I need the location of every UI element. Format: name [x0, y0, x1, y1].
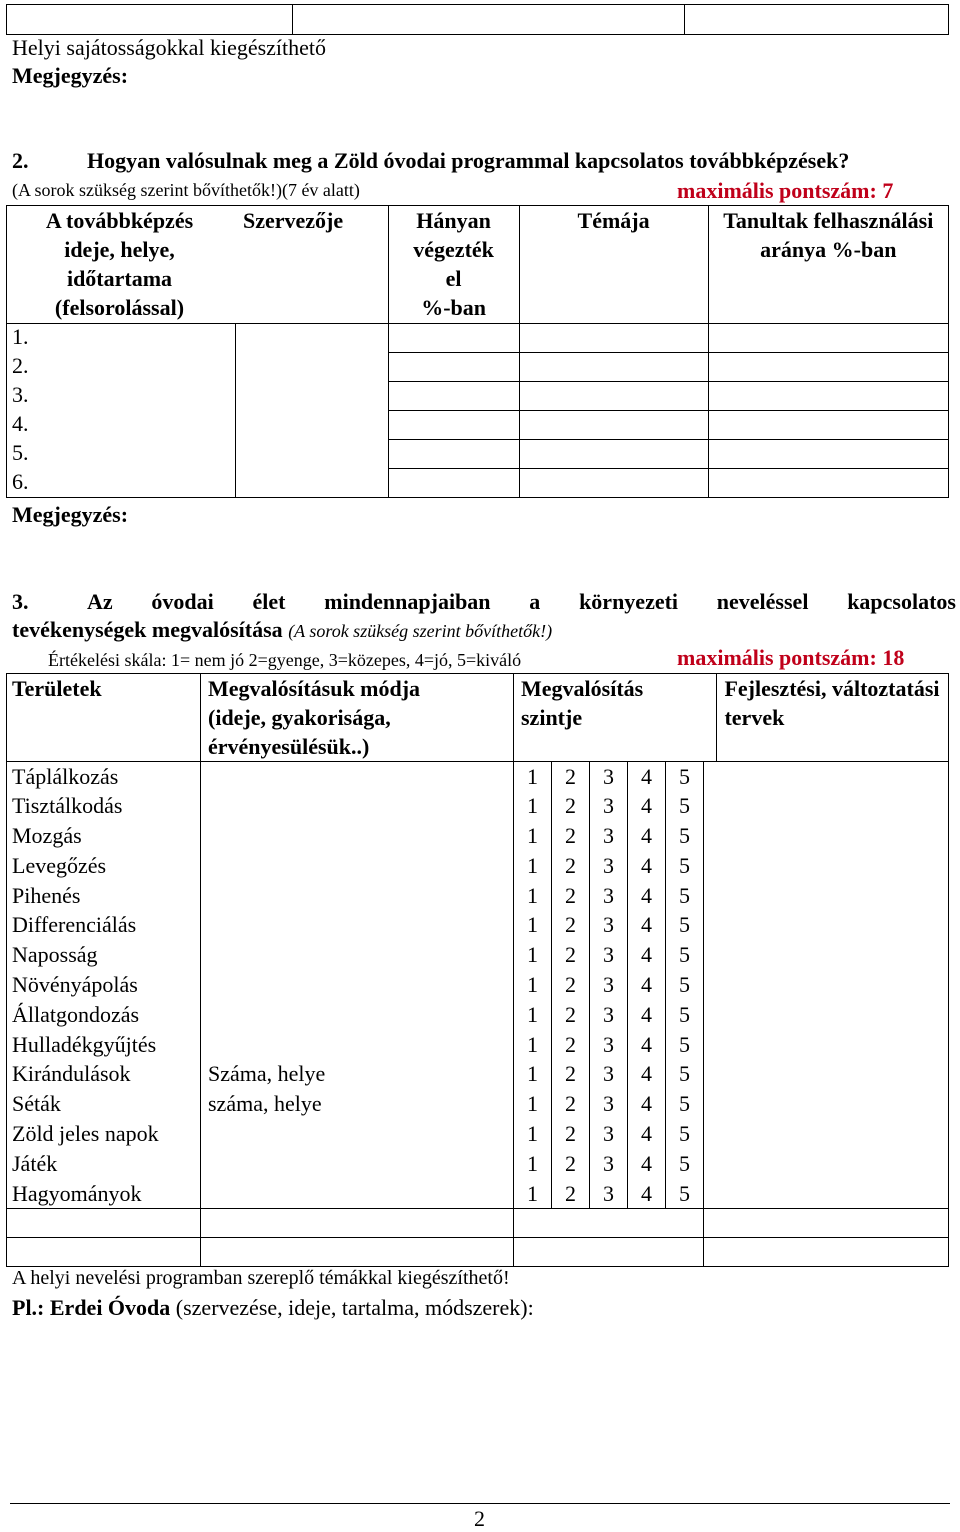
plans-cell [704, 970, 949, 1000]
method-cell [201, 940, 514, 970]
header-line: időtartama [66, 266, 173, 291]
scale-cell[interactable]: 4 [628, 881, 666, 911]
plans-cell [704, 1149, 949, 1179]
header-line: aránya %-ban [760, 237, 897, 262]
area-cell: Táplálkozás [7, 762, 201, 792]
scale-cell[interactable]: 4 [628, 791, 666, 821]
scale-cell[interactable]: 3 [590, 851, 628, 881]
section-3-scale: Értékelési skála: 1= nem jó 2=gyenge, 3=közepes, 4=jó, 5=kiváló [48, 650, 522, 670]
method-cell [201, 881, 514, 911]
area-cell: Növényápolás [7, 970, 201, 1000]
table-row [7, 851, 949, 881]
scale-cell[interactable]: 2 [552, 1000, 590, 1030]
area-cell: Játék [7, 1149, 201, 1179]
scale-cell[interactable]: 1 [514, 1179, 552, 1209]
scale-cell[interactable]: 4 [628, 1000, 666, 1030]
method-cell [201, 851, 514, 881]
scale-cell[interactable]: 3 [590, 970, 628, 1000]
table-row [7, 1089, 949, 1119]
scale-cell[interactable]: 1 [514, 1119, 552, 1149]
header-cell-topic [519, 206, 708, 324]
scale-cell[interactable]: 2 [552, 1179, 590, 1209]
table-row [7, 821, 949, 851]
header-cell-completion [388, 206, 519, 324]
header-line: Témája [577, 208, 650, 233]
row-number: 3. [7, 382, 236, 411]
method-cell [201, 1030, 514, 1060]
scale-cell[interactable]: 5 [666, 881, 704, 911]
scale-cell[interactable]: 1 [514, 1000, 552, 1030]
scale-cell[interactable]: 1 [514, 1089, 552, 1119]
scale-cell[interactable]: 2 [552, 1059, 590, 1089]
scale-cell[interactable]: 1 [514, 791, 552, 821]
plans-cell [704, 881, 949, 911]
header-line: (felsorolással) [54, 295, 185, 320]
plans-cell [704, 762, 949, 792]
header-line: ideje, helye, [64, 237, 175, 262]
area-cell: Pihenés [7, 881, 201, 911]
table-row [7, 1179, 949, 1209]
scale-cell[interactable]: 4 [628, 762, 666, 792]
scale-cell[interactable]: 2 [552, 1149, 590, 1179]
method-cell: Száma, helye [201, 1059, 514, 1089]
row-number: 6. [7, 469, 236, 498]
scale-cell[interactable]: 2 [552, 1030, 590, 1060]
plans-cell [704, 1000, 949, 1030]
table-row [7, 940, 949, 970]
table-row [7, 1000, 949, 1030]
scale-cell[interactable]: 2 [552, 910, 590, 940]
scale-cell[interactable]: 4 [628, 1179, 666, 1209]
header-line: Megvalósítás [521, 676, 644, 701]
table-row [7, 353, 949, 382]
area-cell: Állatgondozás [7, 1000, 201, 1030]
scale-cell[interactable]: 2 [552, 1089, 590, 1119]
header-organizer: Szervezője [243, 208, 344, 233]
scale-cell[interactable]: 3 [590, 1000, 628, 1030]
row-number: 4. [7, 411, 236, 440]
scale-cell[interactable]: 1 [514, 970, 552, 1000]
scale-cell[interactable]: 5 [666, 970, 704, 1000]
section-3-title-line1: Az óvodai élet mindennapjaiban a környezeti neveléssel kapcsolatos [87, 589, 956, 614]
scale-cell[interactable]: 4 [628, 851, 666, 881]
method-cell [201, 970, 514, 1000]
scale-cell[interactable]: 3 [590, 1119, 628, 1149]
example-rest: (szervezése, ideje, tartalma, módszerek): [170, 1295, 534, 1320]
method-cell [201, 1000, 514, 1030]
scale-cell[interactable]: 5 [666, 1119, 704, 1149]
table-row [7, 1119, 949, 1149]
table-row [7, 411, 949, 440]
footer-divider [10, 1503, 950, 1504]
method-cell [201, 910, 514, 940]
scale-cell[interactable]: 5 [666, 1089, 704, 1119]
row-number: 2. [7, 353, 236, 382]
scale-cell[interactable]: 2 [552, 881, 590, 911]
scale-cell[interactable]: 5 [666, 1000, 704, 1030]
table-row [7, 1059, 949, 1089]
scale-cell[interactable]: 3 [590, 1179, 628, 1209]
scale-cell[interactable]: 5 [666, 791, 704, 821]
scale-cell[interactable]: 2 [552, 1119, 590, 1149]
scale-cell[interactable]: 1 [514, 940, 552, 970]
header-line: szintje [521, 705, 583, 730]
header-level [514, 674, 717, 762]
area-cell: Zöld jeles napok [7, 1119, 201, 1149]
scale-cell[interactable]: 4 [628, 910, 666, 940]
method-cell [201, 1179, 514, 1209]
plans-cell [704, 1089, 949, 1119]
scale-cell[interactable]: 5 [666, 940, 704, 970]
scale-cell[interactable]: 4 [628, 1089, 666, 1119]
scale-cell[interactable]: 3 [590, 910, 628, 940]
table-row [7, 970, 949, 1000]
section-3-max-score: maximális pontszám: 18 [677, 645, 905, 670]
scale-cell[interactable]: 2 [552, 940, 590, 970]
top-table-fragment [6, 4, 949, 35]
header-plans [717, 674, 949, 762]
method-cell: száma, helye [201, 1089, 514, 1119]
table-row [7, 910, 949, 940]
scale-cell[interactable]: 5 [666, 762, 704, 792]
scale-cell[interactable]: 5 [666, 1030, 704, 1060]
row-number: 1. [7, 324, 236, 353]
header-areas: Területek [7, 674, 201, 762]
header-method [201, 674, 514, 762]
empty-cell [7, 5, 293, 35]
plans-cell [704, 851, 949, 881]
header-line: %-ban [421, 295, 486, 320]
header-line: Hányan [416, 208, 491, 233]
scale-cell[interactable]: 2 [552, 821, 590, 851]
header-line: érvényesülésük..) [208, 734, 370, 759]
section-2-max-score: maximális pontszám: 7 [677, 178, 894, 203]
scale-cell[interactable]: 5 [666, 1059, 704, 1089]
plans-cell [704, 1179, 949, 1209]
scale-cell[interactable]: 4 [628, 1030, 666, 1060]
scale-cell[interactable]: 1 [514, 910, 552, 940]
page-number: 2 [474, 1506, 485, 1531]
area-cell: Naposság [7, 940, 201, 970]
area-cell: Differenciálás [7, 910, 201, 940]
section-2-table [6, 205, 949, 498]
section-3-row-table [6, 761, 949, 1267]
scale-cell[interactable]: 5 [666, 1149, 704, 1179]
scale-cell[interactable]: 1 [514, 821, 552, 851]
area-cell: Levegőzés [7, 851, 201, 881]
table-row [7, 1149, 949, 1179]
section-2-number: 2. [12, 148, 29, 173]
scale-cell[interactable]: 1 [514, 1059, 552, 1089]
method-cell [201, 762, 514, 792]
plans-cell [704, 940, 949, 970]
scale-cell[interactable]: 1 [514, 851, 552, 881]
scale-cell[interactable]: 2 [552, 791, 590, 821]
table-row [7, 440, 949, 469]
example-line [12, 1295, 534, 1321]
table-row [7, 382, 949, 411]
top-note: Helyi sajátosságokkal kiegészíthető [12, 35, 327, 60]
header-line: el [445, 266, 462, 291]
area-cell: Hagyományok [7, 1179, 201, 1209]
scale-cell[interactable]: 5 [666, 1179, 704, 1209]
header-cell-training [7, 206, 389, 324]
section-3-rows [6, 761, 949, 1267]
scale-cell[interactable]: 4 [628, 1119, 666, 1149]
scale-cell[interactable]: 4 [628, 1149, 666, 1179]
header-line: Tanultak felhasználási [723, 208, 934, 233]
scale-cell[interactable]: 3 [590, 1059, 628, 1089]
scale-cell[interactable]: 1 [514, 881, 552, 911]
empty-row [7, 1208, 949, 1237]
header-line: végezték [413, 237, 494, 262]
plans-cell [704, 1030, 949, 1060]
header-line: A továbbképzés [45, 208, 194, 233]
section-3-hint: (A sorok szükség szerint bővíthetők!) [288, 621, 553, 641]
area-cell: Tisztálkodás [7, 791, 201, 821]
header-line: (ideje, gyakorisága, [208, 705, 391, 730]
section-2-note: Megjegyzés: [12, 502, 129, 527]
plans-cell [704, 791, 949, 821]
section-2-title: Hogyan valósulnak meg a Zöld óvodai programmal kapcsolatos továbbképzések? [87, 148, 850, 173]
scale-cell[interactable]: 3 [590, 881, 628, 911]
section-2-hint: (A sorok szükség szerint bővíthetők!)(7 év alatt) [12, 180, 360, 200]
scale-cell[interactable]: 2 [552, 762, 590, 792]
scale-cell[interactable]: 3 [590, 762, 628, 792]
scale-cell[interactable]: 5 [666, 821, 704, 851]
note-label: Megjegyzés: [12, 63, 129, 88]
header-line: Megvalósításuk módja [208, 676, 421, 701]
table-row [7, 469, 949, 498]
area-cell: Séták [7, 1089, 201, 1119]
area-cell: Kirándulások [7, 1059, 201, 1089]
scale-cell[interactable]: 4 [628, 940, 666, 970]
scale-cell[interactable]: 5 [666, 910, 704, 940]
table-row [7, 791, 949, 821]
empty-row [7, 1237, 949, 1266]
scale-cell[interactable]: 3 [590, 1149, 628, 1179]
scale-cell[interactable]: 3 [590, 1089, 628, 1119]
scale-cell[interactable]: 3 [590, 791, 628, 821]
area-cell: Mozgás [7, 821, 201, 851]
method-cell [201, 821, 514, 851]
header-line: Fejlesztési, változtatási [724, 676, 940, 701]
empty-cell [293, 5, 685, 35]
example-prefix: Pl.: Erdei Óvoda [12, 1295, 171, 1320]
scale-cell[interactable]: 3 [590, 940, 628, 970]
scale-cell[interactable]: 1 [514, 1149, 552, 1179]
area-cell: Hulladékgyűjtés [7, 1030, 201, 1060]
section-3-title-line2 [12, 617, 552, 643]
scale-cell[interactable]: 4 [628, 821, 666, 851]
method-cell [201, 791, 514, 821]
row-number: 5. [7, 440, 236, 469]
header-cell-usage [708, 206, 948, 324]
scale-cell[interactable]: 1 [514, 762, 552, 792]
section-3-table [6, 673, 949, 762]
scale-cell[interactable]: 3 [590, 1030, 628, 1060]
method-cell [201, 1119, 514, 1149]
table-row [7, 324, 949, 353]
section-3-number: 3. [12, 589, 29, 614]
table-row [7, 762, 949, 792]
header-line: tervek [724, 705, 785, 730]
method-cell [201, 1149, 514, 1179]
table-row [7, 1030, 949, 1060]
empty-cell [685, 5, 949, 35]
scale-cell[interactable]: 1 [514, 1030, 552, 1060]
plans-cell [704, 910, 949, 940]
scale-cell[interactable]: 4 [628, 970, 666, 1000]
table-row [7, 881, 949, 911]
scale-cell[interactable]: 4 [628, 1059, 666, 1089]
plans-cell [704, 1119, 949, 1149]
scale-cell[interactable]: 2 [552, 970, 590, 1000]
plans-cell [704, 821, 949, 851]
scale-cell[interactable]: 5 [666, 851, 704, 881]
footer-note: A helyi nevelési programban szereplő témákkal kiegészíthető! [12, 1267, 510, 1289]
plans-cell [704, 1059, 949, 1089]
scale-cell[interactable]: 3 [590, 821, 628, 851]
scale-cell[interactable]: 2 [552, 851, 590, 881]
section-3-title-part: tevékenységek megvalósítása [12, 617, 283, 642]
